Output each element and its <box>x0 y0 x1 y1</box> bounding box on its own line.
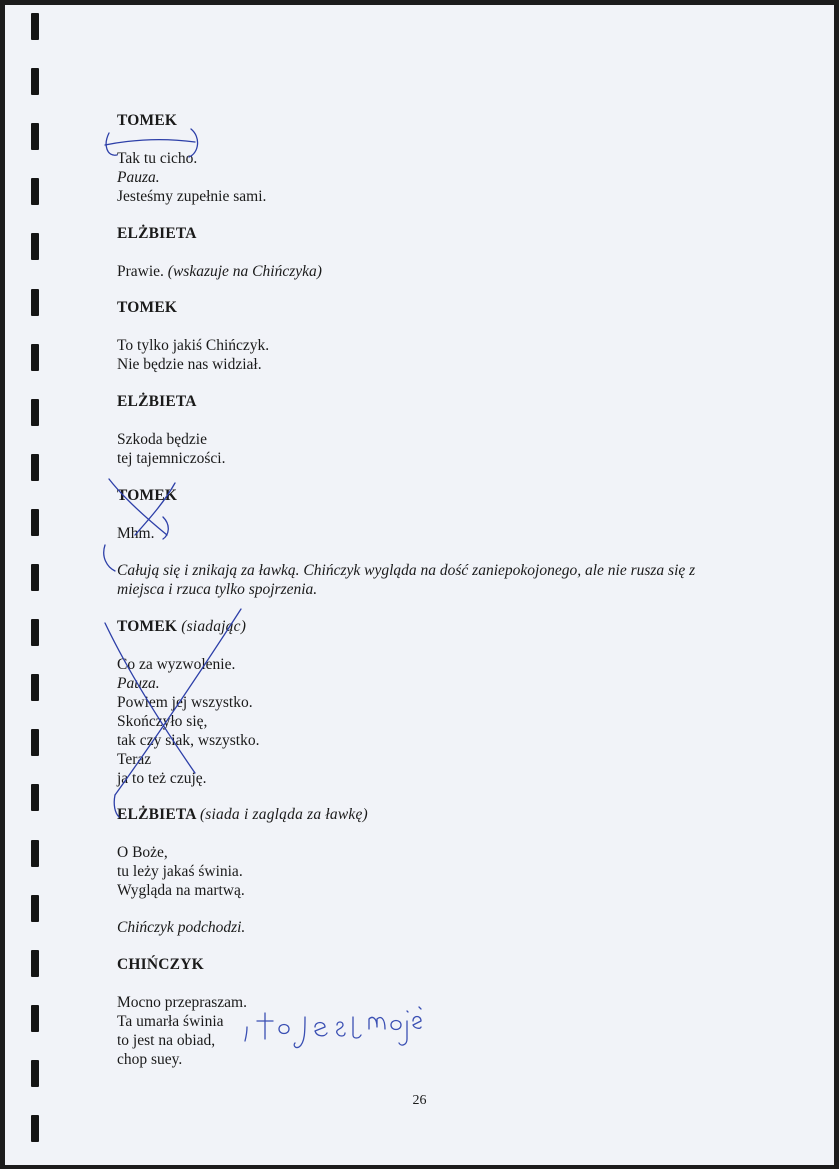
binding-hole <box>31 895 39 922</box>
dialogue-line <box>117 149 197 168</box>
line-text: Pauza. <box>117 169 160 186</box>
speaker-label: TOMEK <box>117 112 178 129</box>
line-text: miejsca i rzuca tylko spojrzenia. <box>117 581 318 598</box>
dialogue-line <box>117 336 269 355</box>
binding-hole <box>31 68 39 95</box>
binding-hole <box>31 564 39 591</box>
line-text: Szkoda będzie <box>117 431 207 448</box>
dialogue-line <box>117 862 243 881</box>
dialogue-line <box>117 449 225 468</box>
stage-direction-line <box>117 674 160 693</box>
stage-direction-line <box>117 168 160 187</box>
dialogue-line <box>117 355 262 374</box>
stage-direction: (siada i zagląda za ławkę) <box>199 806 368 823</box>
line-text: Co za wyzwolenie. <box>117 656 236 673</box>
binding-hole <box>31 178 39 205</box>
binding-hole <box>31 399 39 426</box>
binding-hole <box>31 1115 39 1142</box>
line-text: Pauza. <box>117 675 160 692</box>
speaker-name <box>117 224 197 243</box>
dialogue-line <box>117 993 247 1012</box>
stage-direction-line <box>117 580 317 599</box>
line-text: chop suey. <box>117 1051 183 1068</box>
line-text: tej tajemniczości. <box>117 450 226 467</box>
dialogue-line <box>117 1031 215 1050</box>
dialogue-line <box>117 430 207 449</box>
speaker-label: CHIŃCZYK <box>117 956 204 973</box>
dialogue-line <box>117 1012 224 1031</box>
dialogue-line <box>117 655 235 674</box>
line-text: Wygląda na martwą. <box>117 882 245 899</box>
binding-hole <box>31 289 39 316</box>
line-text: Mhm. <box>117 525 155 542</box>
binding-hole <box>31 454 39 481</box>
line-text: Mocno przepraszam. <box>117 994 247 1011</box>
line-text: to jest na obiad, <box>117 1032 216 1049</box>
line-text: Ta umarła świnia <box>117 1013 224 1030</box>
speaker-name <box>117 617 246 636</box>
dialogue-line <box>117 731 259 750</box>
dialogue-line <box>117 1050 182 1069</box>
line-text: Skończyło się, <box>117 713 208 730</box>
line-text: Nie będzie nas widział. <box>117 356 262 373</box>
speaker-label: TOMEK <box>117 618 178 635</box>
binding-hole <box>31 1060 39 1087</box>
document-page <box>5 5 834 1165</box>
binding-holes <box>31 5 43 1165</box>
page-number: 26 <box>412 1093 427 1108</box>
binding-hole <box>31 344 39 371</box>
line-text: Prawie. <box>117 263 164 280</box>
binding-hole <box>31 950 39 977</box>
dialogue-line <box>117 693 253 712</box>
dialogue-line <box>117 262 322 281</box>
stage-direction-line <box>117 918 245 937</box>
binding-hole <box>31 840 39 867</box>
binding-hole <box>31 619 39 646</box>
speaker-name <box>117 111 177 130</box>
ink-strike-tak <box>105 140 195 145</box>
binding-hole <box>31 729 39 756</box>
speaker-name <box>117 392 197 411</box>
binding-hole <box>31 674 39 701</box>
binding-hole <box>31 233 39 260</box>
speaker-name <box>117 298 177 317</box>
speaker-name <box>117 486 177 505</box>
dialogue-line <box>117 712 207 731</box>
line-text: Chińczyk podchodzi. <box>117 919 246 936</box>
binding-hole <box>31 784 39 811</box>
binding-hole <box>31 123 39 150</box>
dialogue-line <box>117 524 154 543</box>
speaker-label: TOMEK <box>117 299 178 316</box>
line-text: Tak tu cicho. <box>117 150 198 167</box>
line-text: Powiem jej wszystko. <box>117 694 253 711</box>
line-text: O Boże, <box>117 844 168 861</box>
stage-direction: (siadając) <box>181 618 247 635</box>
dialogue-line <box>117 750 151 769</box>
stage-direction: (wskazuje na Chińczyka) <box>167 263 322 280</box>
speaker-label: ELŻBIETA <box>117 393 197 410</box>
handwritten-note <box>243 999 423 1059</box>
speaker-label: TOMEK <box>117 487 178 504</box>
binding-hole <box>31 509 39 536</box>
binding-hole <box>31 1005 39 1032</box>
dialogue-line <box>117 843 168 862</box>
binding-hole <box>31 13 39 40</box>
line-text: Jesteśmy zupełnie sami. <box>117 188 267 205</box>
speaker-name <box>117 955 204 974</box>
line-text: Teraz <box>117 751 152 768</box>
dialogue-line <box>117 769 207 788</box>
stage-direction-line <box>117 561 695 580</box>
dialogue-line <box>117 187 266 206</box>
speaker-label: ELŻBIETA <box>117 225 197 242</box>
line-text: To tylko jakiś Chińczyk. <box>117 337 270 354</box>
dialogue-line <box>117 881 245 900</box>
line-text: tu leży jakaś świnia. <box>117 863 243 880</box>
line-text: ja to też czuję. <box>117 770 207 787</box>
speaker-name <box>117 805 368 824</box>
line-text: Całują się i znikają za ławką. Chińczyk wygląda na dość zaniepokojonego, ale nie rusza się z <box>117 562 696 579</box>
line-text: tak czy siak, wszystko. <box>117 732 260 749</box>
speaker-label: ELŻBIETA <box>117 806 196 823</box>
